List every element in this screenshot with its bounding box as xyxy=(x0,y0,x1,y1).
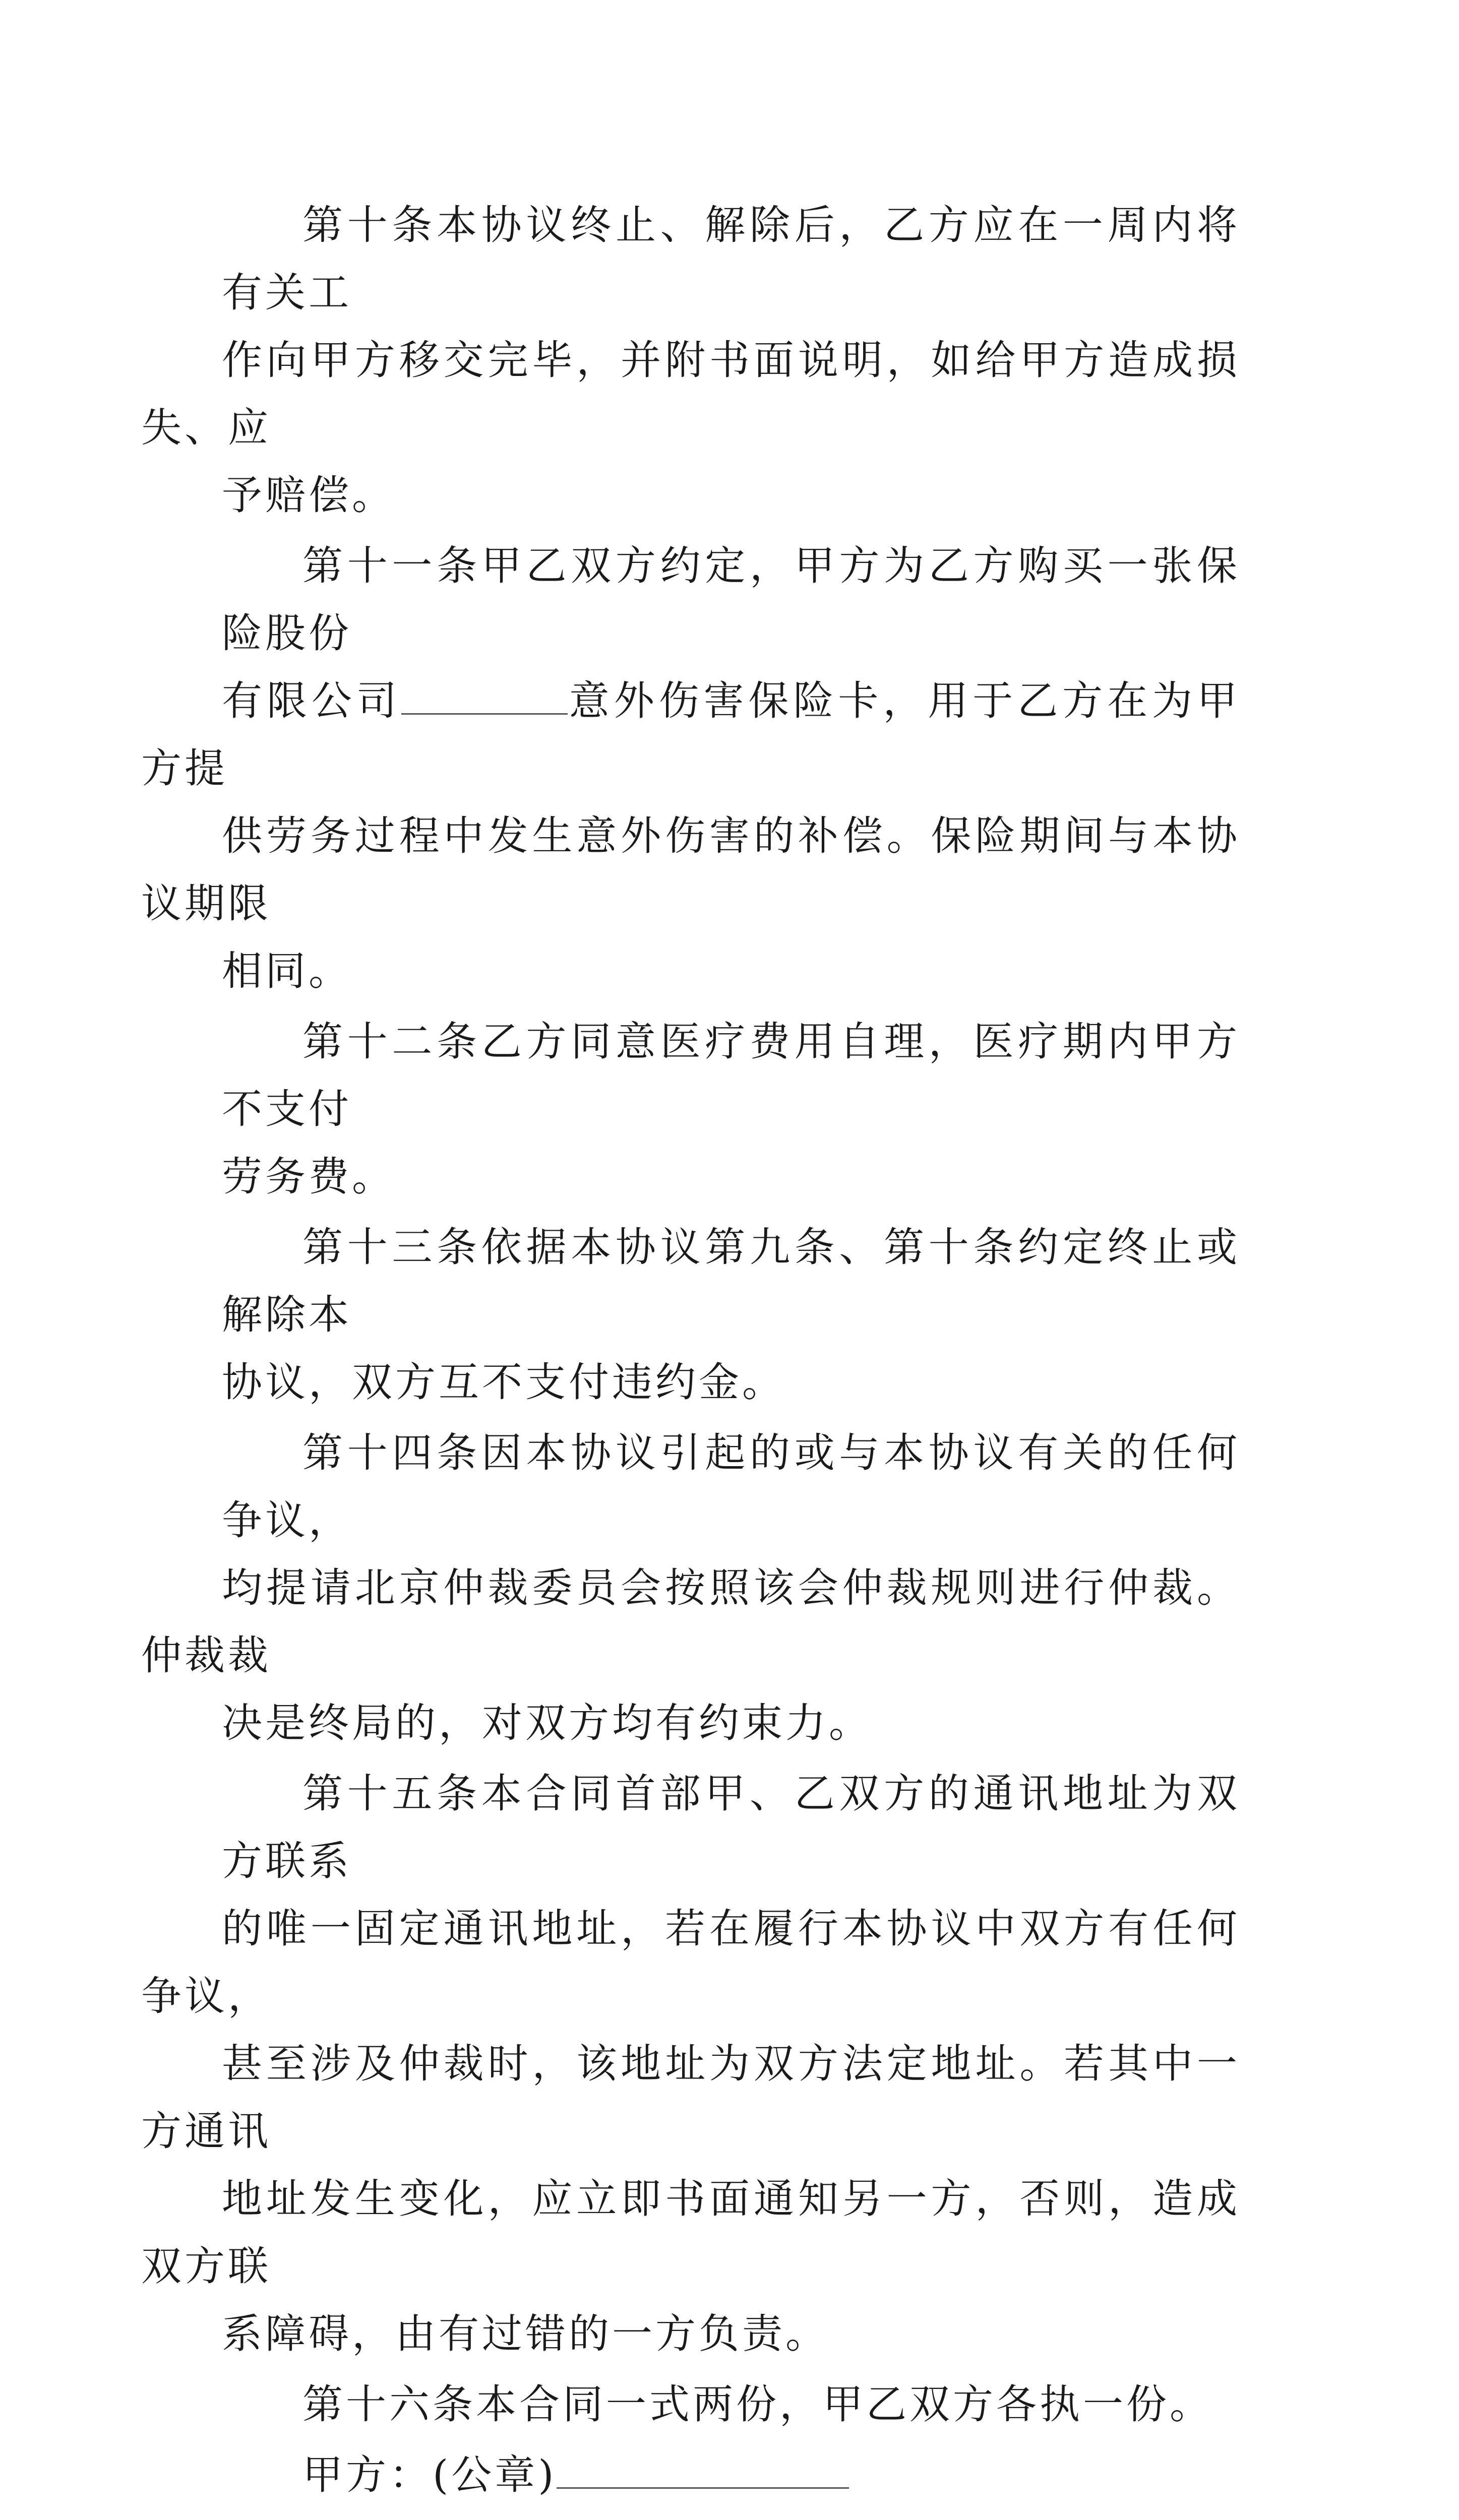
clause-11-line-2 xyxy=(141,667,1240,802)
party-a-label: 甲方：(公章) xyxy=(302,2451,557,2498)
clause-14-line-1: 第十四条因本协议引起的或与本协议有关的任何争议， xyxy=(222,1429,1240,1544)
party-a-seal-blank[interactable] xyxy=(557,2452,849,2489)
clause-12-line-1: 第十二条乙方同意医疗费用自理，医疗期内甲方不支付 xyxy=(222,1018,1240,1132)
clause-16 xyxy=(222,2371,1240,2438)
clause-10-line-1: 第十条本协议终止、解除后，乙方应在一周内将有关工 xyxy=(222,202,1240,316)
clause-10-line-3: 予赔偿。 xyxy=(222,472,395,519)
clause-15-line-3: 甚至涉及仲裁时，该地址为双方法定地址。若其中一方通讯 xyxy=(141,2040,1240,2155)
clause-12-line-2: 劳务费。 xyxy=(222,1153,395,1200)
party-a-seal-row xyxy=(302,2441,1240,2509)
contract-page xyxy=(141,192,1241,2520)
clause-11-company-prefix: 有限公司 xyxy=(222,677,401,724)
clause-15-line-1: 第十五条本合同首部甲、乙双方的通讯地址为双方联系 xyxy=(222,1770,1240,1884)
clause-12 xyxy=(222,1008,1240,1211)
clause-15 xyxy=(141,1760,1240,2368)
clause-13-line-2: 协议，双方互不支付违约金。 xyxy=(222,1359,785,1406)
party-a-date-row xyxy=(302,2512,1240,2520)
clause-15-line-2: 的唯一固定通讯地址，若在履行本协议中双方有任何争议， xyxy=(141,1905,1240,2020)
clause-11-line-4: 相同。 xyxy=(222,948,352,994)
clause-11-line-3: 供劳务过程中发生意外伤害的补偿。保险期间与本协议期限 xyxy=(141,812,1240,927)
clause-11 xyxy=(141,532,1241,1005)
clause-13 xyxy=(222,1214,1240,1416)
clause-11-line-1: 第十一条甲乙双方约定，甲方为乙方购买一张保险股份 xyxy=(222,542,1240,657)
clause-13-line-1: 第十三条依据本协议第九条、第十条约定终止或解除本 xyxy=(222,1224,1240,1338)
clause-14-line-3: 决是终局的，对双方均有约束力。 xyxy=(222,1699,872,1746)
clause-14 xyxy=(141,1419,1240,1757)
clause-16-line-1: 第十六条本合同一式两份，甲乙双方各执一份。 xyxy=(302,2381,1213,2428)
clause-10-line-2: 作向甲方移交完毕，并附书面说明，如给甲方造成损失、应 xyxy=(141,337,1240,451)
clause-14-line-2: 均提请北京仲裁委员会按照该会仲裁规则进行仲裁。仲裁裁 xyxy=(141,1564,1240,1679)
clause-10 xyxy=(141,192,1240,529)
clause-15-line-5: 系障碍，由有过错的一方负责。 xyxy=(222,2310,829,2357)
insurance-company-blank xyxy=(401,678,568,715)
clause-11-company-suffix: 意外伤害保险卡，用于乙方在为甲方提 xyxy=(141,677,1241,792)
clause-15-line-4: 地址发生变化，应立即书面通知另一方，否则，造成双方联 xyxy=(141,2175,1240,2290)
